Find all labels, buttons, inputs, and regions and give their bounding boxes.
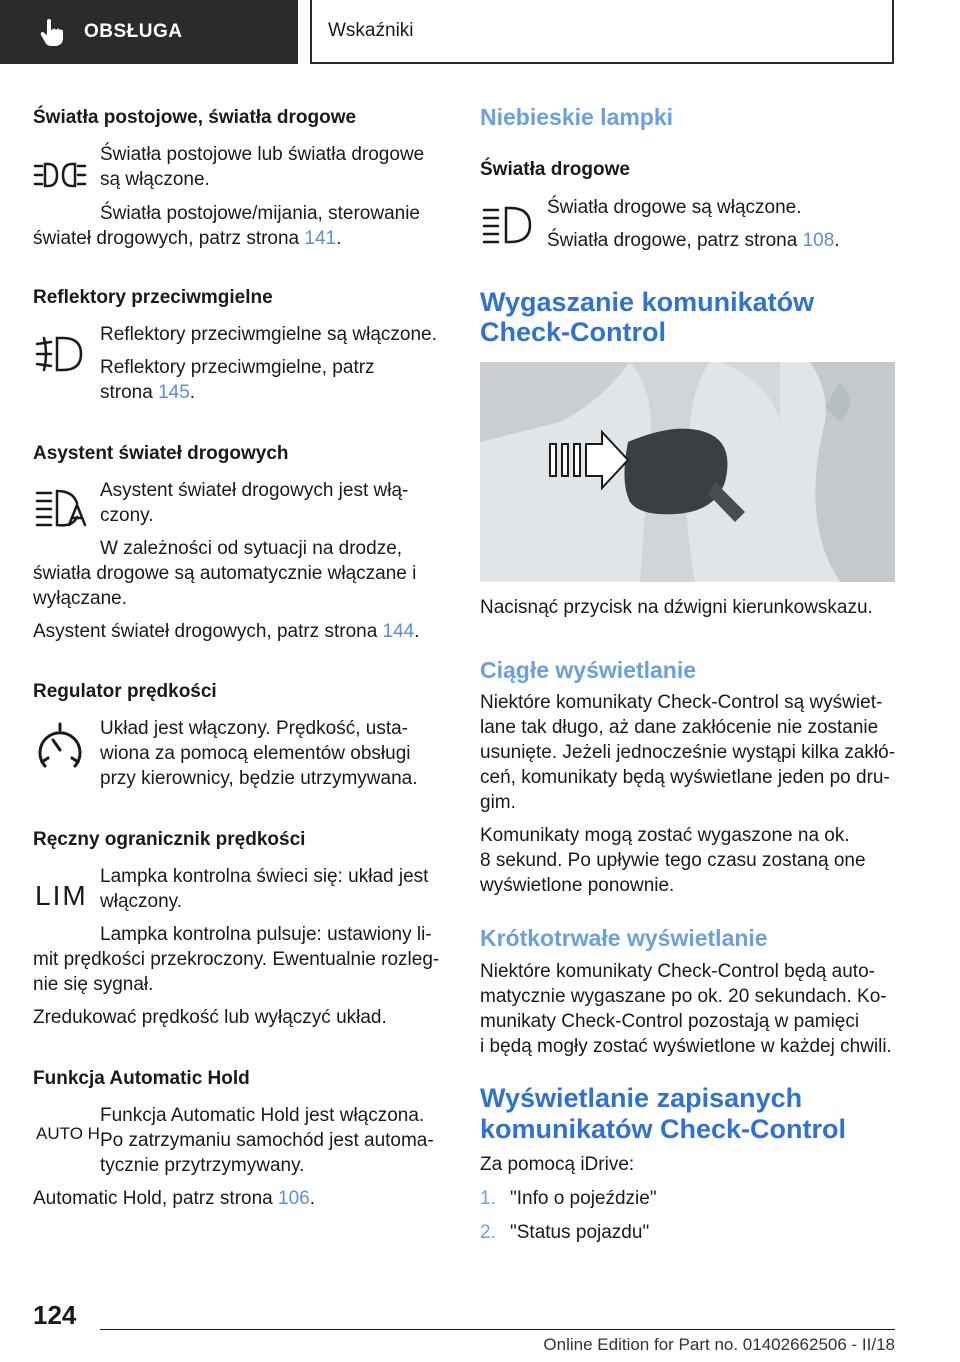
highbeam-heading: Światła drogowe: [480, 159, 630, 180]
short-heading: Krótkotrwałe wyświetlanie: [480, 925, 768, 951]
edition-note: Online Edition for Part no. 01402662506 - II/18: [543, 1335, 895, 1354]
stored-intro: Za pomocą iDrive:: [480, 1154, 635, 1175]
limiter-heading: Ręczny ogranicznik prędkości: [33, 829, 306, 850]
hide-caption: Nacisnąć przycisk na dźwigni kierunkowskazu.: [480, 597, 873, 618]
short-l3: munikaty Check-Control pozostają w pamięci: [480, 1011, 860, 1032]
assist-ref: Asystent świateł drogowych, patrz strona 144.: [33, 621, 420, 642]
hand-pointer-icon: [36, 17, 66, 47]
cruise-heading: Regulator prędkości: [33, 681, 217, 702]
autohold-heading: Funkcja Automatic Hold: [33, 1068, 250, 1089]
limiter-p2: mit prędkości przekroczony. Ewentualnie rozleg-: [33, 949, 440, 970]
parking-light-icon: [33, 160, 87, 190]
footer-divider: [100, 1329, 895, 1330]
continuous-l4: ceń, komunikaty będą wyświetlane jeden po dru-: [480, 767, 890, 788]
cruise-line2: wiona za pomocą elementów obsługi: [100, 743, 411, 764]
cruise-line3: przy kierownicy, będzie utrzymywana.: [100, 768, 418, 789]
autohold-line1: Funkcja Automatic Hold jest włączona.: [100, 1105, 425, 1126]
assist-p1: W zależności od sytuacji na drodze,: [100, 538, 403, 559]
stored-heading-l1: Wyświetlanie zapisanych: [480, 1083, 803, 1113]
parking-ref-line1: Światła postojowe/mijania, sterowanie: [100, 203, 420, 224]
parking-heading: Światła postojowe, światła drogowe: [33, 107, 357, 128]
step-number: 1.: [480, 1188, 496, 1209]
continuous-l3: usunięte. Jeżeli jednocześnie wystąpi kilka zakłó-: [480, 742, 896, 763]
parking-line2: są włączone.: [100, 169, 210, 190]
fog-heading: Reflektory przeciwmgielne: [33, 287, 273, 308]
autohold-page-link[interactable]: 106: [278, 1188, 310, 1209]
section-tab: [0, 0, 298, 64]
continuous-l2: lane tak długo, aż dane zakłócenie nie zostanie: [480, 717, 879, 738]
fog-ref-line2: strona 145.: [100, 382, 196, 403]
highbeam-page-link[interactable]: 108: [802, 230, 835, 251]
continuous-heading: Ciągłe wyświetlanie: [480, 657, 697, 683]
high-beam-assist-icon: [35, 487, 87, 529]
parking-ref-line2: świateł drogowych, patrz strona 141.: [33, 228, 342, 249]
fog-ref-line1: Reflektory przeciwmgielne, patrz: [100, 357, 375, 378]
continuous-l5: gim.: [480, 792, 516, 813]
high-beam-icon: [482, 204, 534, 246]
step-text: "Status pojazdu": [510, 1222, 650, 1243]
fog-page-link[interactable]: 145: [158, 382, 190, 403]
autohold-ref: Automatic Hold, patrz strona 106.: [33, 1188, 315, 1209]
hide-heading-l2: Check-Control: [480, 317, 667, 347]
cruise-control-icon: [35, 722, 85, 772]
cruise-line1: Układ jest włączony. Prędkość, usta-: [100, 718, 408, 739]
continuous-l1: Niektóre komunikaty Check-Control są wyświet-: [480, 692, 883, 713]
continuous-m1: Komunikaty mogą zostać wygaszone na ok.: [480, 825, 850, 846]
limiter-p4: Zredukować prędkość lub wyłączyć układ.: [33, 1007, 387, 1028]
short-l2: matycznie wygaszane po ok. 20 sekundach. Ko-: [480, 986, 887, 1007]
short-l4: i będą mogły zostać wyświetlone w każdej chwili.: [480, 1036, 892, 1057]
continuous-m3: wyświetlone ponownie.: [480, 875, 675, 896]
page-number: 124: [33, 1300, 77, 1330]
short-l1: Niektóre komunikaty Check-Control będą auto-: [480, 961, 875, 982]
chapter-title: Wskaźniki: [328, 20, 414, 41]
assist-page-link[interactable]: 144: [382, 621, 415, 642]
stalk-button-illustration: [480, 362, 895, 582]
limiter-line1: Lampka kontrolna świeci się: układ jest: [100, 866, 429, 887]
step-number: 2.: [480, 1222, 496, 1243]
limiter-line2: włączony.: [100, 891, 183, 912]
step-text: "Info o pojeździe": [510, 1188, 657, 1209]
section-label: OBSŁUGA: [84, 21, 183, 42]
parking-page-link[interactable]: 141: [304, 228, 337, 249]
assist-line2: czony.: [100, 505, 154, 526]
assist-heading: Asystent świateł drogowych: [33, 443, 289, 464]
limiter-icon: LIM: [35, 880, 88, 911]
assist-p2: światła drogowe są automatycznie włączane i: [33, 563, 417, 584]
autohold-line2: Po zatrzymaniu samochód jest automa-: [100, 1130, 434, 1151]
autohold-line3: tycznie przytrzymywany.: [100, 1155, 305, 1176]
assist-p3: wyłączane.: [33, 588, 127, 609]
fog-line1: Reflektory przeciwmgielne są włączone.: [100, 324, 437, 345]
stored-heading-l2: komunikatów Check-Control: [480, 1114, 847, 1144]
limiter-p1: Lampka kontrolna pulsuje: ustawiony li-: [100, 924, 432, 945]
parking-line1: Światła postojowe lub światła drogowe: [100, 144, 425, 165]
autohold-icon: AUTO H: [36, 1124, 100, 1143]
fog-light-icon: [35, 334, 87, 374]
assist-line1: Asystent świateł drogowych jest włą-: [100, 480, 409, 501]
highbeam-ref: Światła drogowe, patrz strona 108.: [547, 230, 840, 251]
continuous-m2: 8 sekund. Po upływie tego czasu zostaną one: [480, 850, 866, 871]
blue-lamps-heading: Niebieskie lampki: [480, 104, 674, 130]
chapter-tab: [310, 0, 894, 64]
hide-heading-l1: Wygaszanie komunikatów: [480, 287, 815, 317]
highbeam-line1: Światła drogowe są włączone.: [547, 197, 802, 218]
limiter-p3: nie się sygnał.: [33, 974, 154, 995]
